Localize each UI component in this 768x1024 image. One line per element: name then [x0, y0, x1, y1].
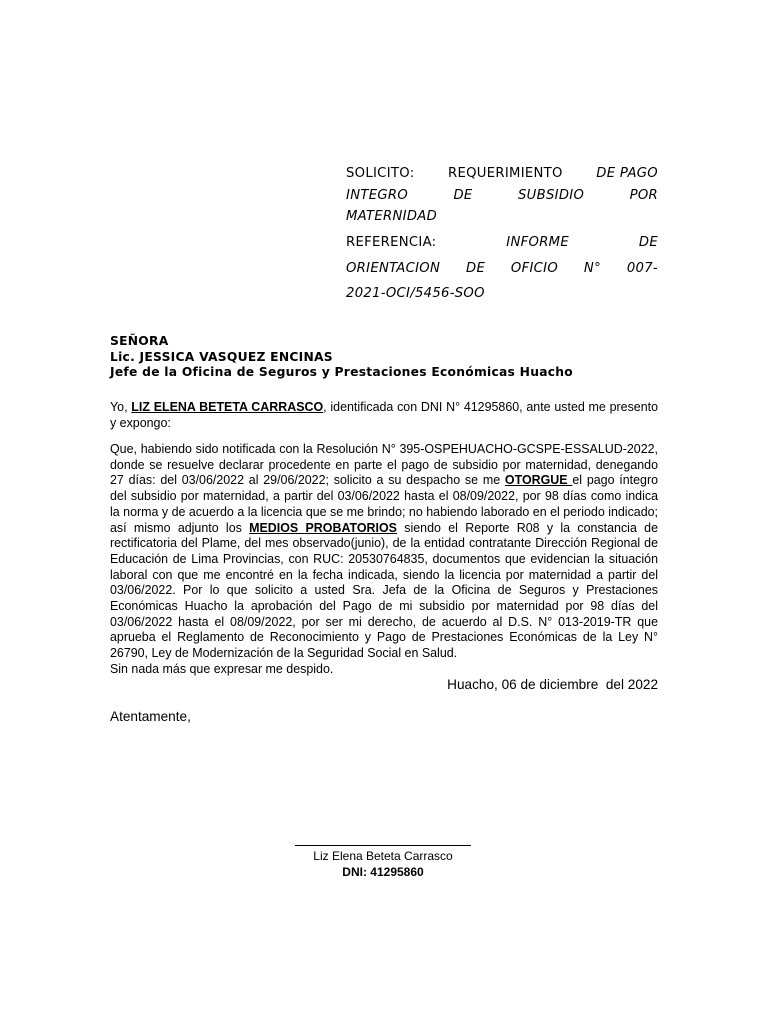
date-line: Huacho, 06 de diciembre del 2022 [447, 677, 658, 692]
main-part-1: Que, habiendo sido notificada con la Resolución N° 395-OSPEHUACHO-GCSPE-ESSALUD-2022, donde se resuelve declarar procedente en parte el pago de subsidio por maternidad, denegando 27 días: del 03/06/2022 al 29/06/2022; solicito a su despacho se me [110, 442, 658, 488]
solicito-word: SUBSIDIO [517, 187, 585, 203]
addressee-name: Lic. JESSICA VASQUEZ ENCINAS [110, 349, 333, 364]
referencia-word: DE [638, 235, 658, 250]
applicant-name: LIZ ELENA BETETA CARRASCO [131, 400, 324, 414]
referencia-line-3: 2021-OCI/5456-SOO [346, 286, 485, 301]
closing-sentence: Sin nada más que expresar me despido. [110, 662, 334, 676]
referencia-heading [346, 230, 658, 307]
referencia-label: REFERENCIA: [346, 235, 437, 250]
signature-dni: DNI: 41295860 [342, 865, 424, 879]
solicito-word: INTEGRO [346, 187, 409, 203]
referencia-line-2 [346, 256, 658, 282]
referencia-word: OFICIO [510, 260, 559, 276]
referencia-line-1 [346, 230, 658, 256]
referencia-word: INFORME [506, 235, 569, 250]
medios-probatorios-emphasis: MEDIOS PROBATORIOS [249, 520, 397, 535]
solicito-word: REQUERIMIENTO [448, 166, 563, 181]
solicito-line-2 [346, 185, 658, 207]
referencia-word: DE [465, 260, 486, 276]
solicito-word: DE PAGO [596, 166, 658, 181]
signature-block [283, 848, 483, 880]
addressee-block [110, 334, 573, 381]
main-paragraph [110, 442, 658, 662]
addressee-title: Jefe de la Oficina de Seguros y Prestaciones Económicas Huacho [110, 365, 573, 379]
intro-rest: , identificada con DNI N° 41295860, ante usted me presento y expongo: [110, 400, 658, 430]
solicito-word: POR [629, 187, 658, 203]
closing-salutation: Atentamente, [110, 709, 191, 724]
referencia-word: N° [583, 260, 601, 276]
solicito-heading [346, 163, 658, 228]
solicito-label: SOLICITO: [346, 166, 415, 181]
main-part-2: el pago íntegro del subsidio por maternidad, a partir del 03/06/2022 hasta el 08/09/2022, por 98 días como indica la norma y de acuerdo a la licencia que se me brindo; no habiendo laborado en el periodo indicado; así mismo adjunto los [110, 473, 659, 535]
intro-paragraph [110, 400, 658, 431]
signature-line [295, 845, 471, 846]
addressee-salutation: SEÑORA [110, 334, 169, 348]
signature-name: Liz Elena Beteta Carrasco [313, 849, 453, 863]
otorgue-emphasis: OTORGUE [504, 473, 573, 488]
referencia-word: 007- [626, 260, 658, 276]
solicito-line-1 [346, 163, 658, 185]
solicito-line-3: MATERNIDAD [346, 209, 438, 224]
intro-prefix: Yo, [110, 400, 132, 414]
solicito-word: DE [453, 187, 473, 203]
referencia-word: ORIENTACION [346, 260, 441, 276]
main-part-3: siendo el Reporte R08 y la constancia de rectificatoria del Plame, del mes observado(junio), de la entidad contratante Dirección Regional de Educación de Lima Provincias, con RUC: 20530764835, documentos que evidencian la situación laboral con que me encontré en la fecha indicada, siendo la licencia por maternidad a partir del 03/06/2022. Por lo que solicito a usted Sra. Jefa de la Oficina de Seguros y Prestaciones Económicas Huacho la aprobación del Pago de mi subsidio por maternidad por 98 días del 03/06/2022 hasta el 08/09/2022, por ser mi derecho, de acuerdo al D.S. N° 013-2019-TR que aprueba el Reglamento de Reconocimiento y Pago de Prestaciones Económicas de la Ley N° 26790, Ley de Modernización de la Seguridad Social en Salud. [110, 520, 659, 661]
